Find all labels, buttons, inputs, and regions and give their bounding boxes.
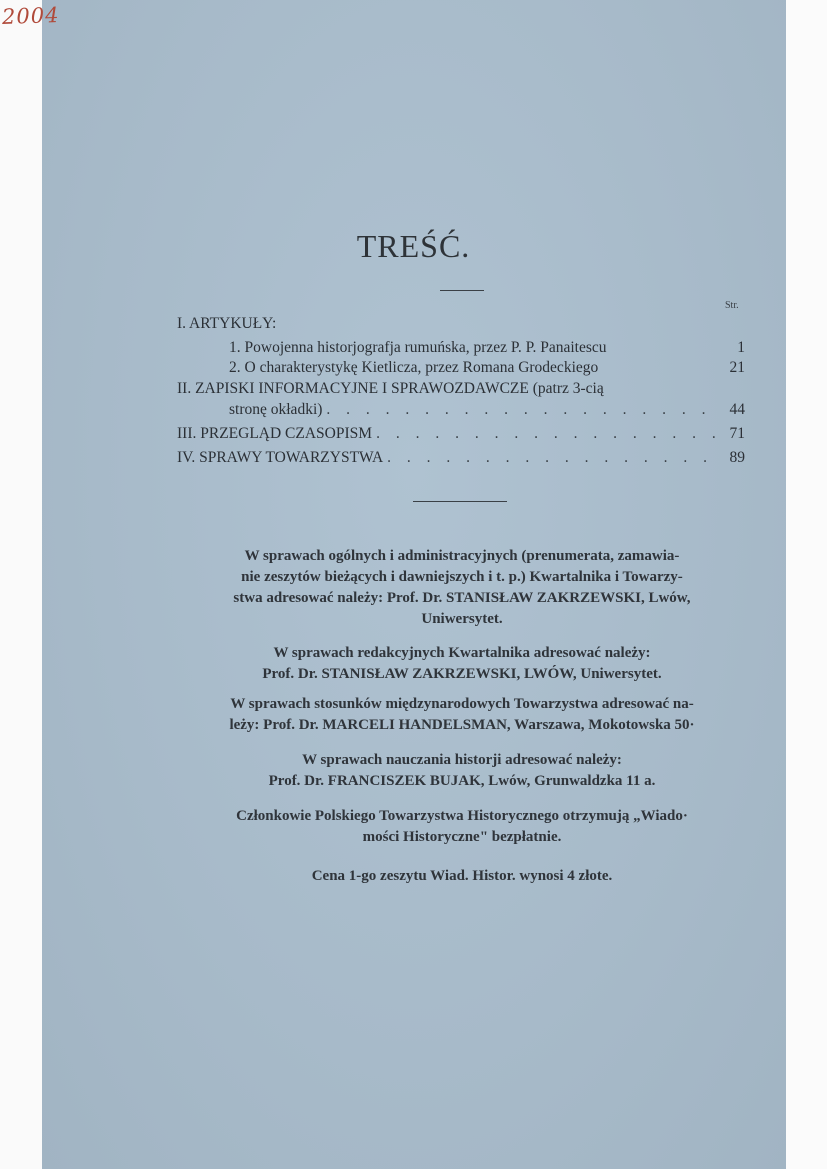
toc-entry bbox=[177, 358, 745, 378]
section-divider bbox=[413, 501, 507, 502]
scan-margin-left bbox=[0, 0, 42, 1169]
toc-page-number: 71 bbox=[729, 425, 745, 442]
toc-section-notes bbox=[177, 379, 745, 399]
notice-line: W sprawach nauczania historji adresować należy: bbox=[302, 752, 622, 768]
page-column-label: Str. bbox=[725, 300, 739, 311]
handwritten-note: 2004 bbox=[1, 3, 60, 29]
toc-page-number: 1 bbox=[737, 339, 745, 356]
notice-general bbox=[170, 546, 754, 630]
leader-dots bbox=[387, 448, 717, 468]
notice-line: W sprawach redakcyjnych Kwartalnika adresować należy: bbox=[273, 645, 651, 661]
toc-label: 1. Powojenna historjografja rumuńska, przez P. P. Panaitescu bbox=[229, 339, 607, 356]
notice-international bbox=[170, 694, 754, 736]
toc-section-society bbox=[177, 448, 745, 468]
notice-line: nie zeszytów bieżących i dawniejszych i t. p.) Kwartalnika i Towarzy- bbox=[241, 569, 683, 585]
toc-label: II. ZAPISKI INFORMACYJNE I SPRAWOZDAWCZE (patrz 3-cią bbox=[177, 380, 604, 397]
toc-section-journals bbox=[177, 424, 745, 444]
leader-dots bbox=[376, 424, 717, 444]
toc-label: IV. SPRAWY TOWARZYSTWA bbox=[177, 449, 384, 466]
toc-section-articles bbox=[177, 314, 745, 334]
notice-line: Cena 1-go zeszytu Wiad. Histor. wynosi 4 złote. bbox=[311, 868, 613, 884]
notice-line: stwa adresować należy: Prof. Dr. STANISŁAW ZAKRZEWSKI, Lwów, bbox=[233, 590, 691, 606]
notice-line: leży: Prof. Dr. MARCELI HANDELSMAN, Warszawa, Mokotowska 50· bbox=[229, 717, 695, 733]
title-divider bbox=[440, 290, 484, 291]
notice-line: Prof. Dr. FRANCISZEK BUJAK, Lwów, Grunwaldzka 11 a. bbox=[268, 773, 656, 789]
notice-line: Członkowie Polskiego Towarzystwa Historycznego otrzymują „Wiado· bbox=[236, 808, 688, 824]
notice-price bbox=[170, 866, 754, 887]
notice-editorial bbox=[170, 643, 754, 685]
toc-page-number: 44 bbox=[729, 401, 745, 418]
toc-label: stronę okładki) bbox=[229, 401, 323, 418]
notice-line: Uniwersytet. bbox=[421, 611, 503, 627]
notice-line: W sprawach ogólnych i administracyjnych (prenumerata, zamawia- bbox=[244, 548, 680, 564]
toc-label: III. PRZEGLĄD CZASOPISM bbox=[177, 425, 373, 442]
notice-line: Prof. Dr. STANISŁAW ZAKRZEWSKI, LWÓW, Uniwersytet. bbox=[262, 666, 662, 682]
page-title: TREŚĆ. bbox=[356, 228, 471, 264]
toc-entry bbox=[177, 400, 745, 420]
toc-page-number: 21 bbox=[729, 359, 745, 376]
toc-label: I. ARTYKUŁY: bbox=[177, 315, 277, 332]
toc-page-number: 89 bbox=[729, 449, 745, 466]
notice-members bbox=[170, 806, 754, 848]
toc-entry bbox=[177, 338, 745, 358]
notice-line: mości Historyczne" bezpłatnie. bbox=[362, 829, 562, 845]
leader-dots bbox=[326, 400, 717, 420]
toc-label: 2. O charakterystykę Kietlicza, przez Romana Grodeckiego bbox=[229, 359, 599, 376]
scan-margin-right bbox=[786, 0, 827, 1169]
notice-teaching bbox=[170, 750, 754, 792]
notice-line: W sprawach stosunków międzynarodowych Towarzystwa adresować na- bbox=[230, 696, 694, 712]
